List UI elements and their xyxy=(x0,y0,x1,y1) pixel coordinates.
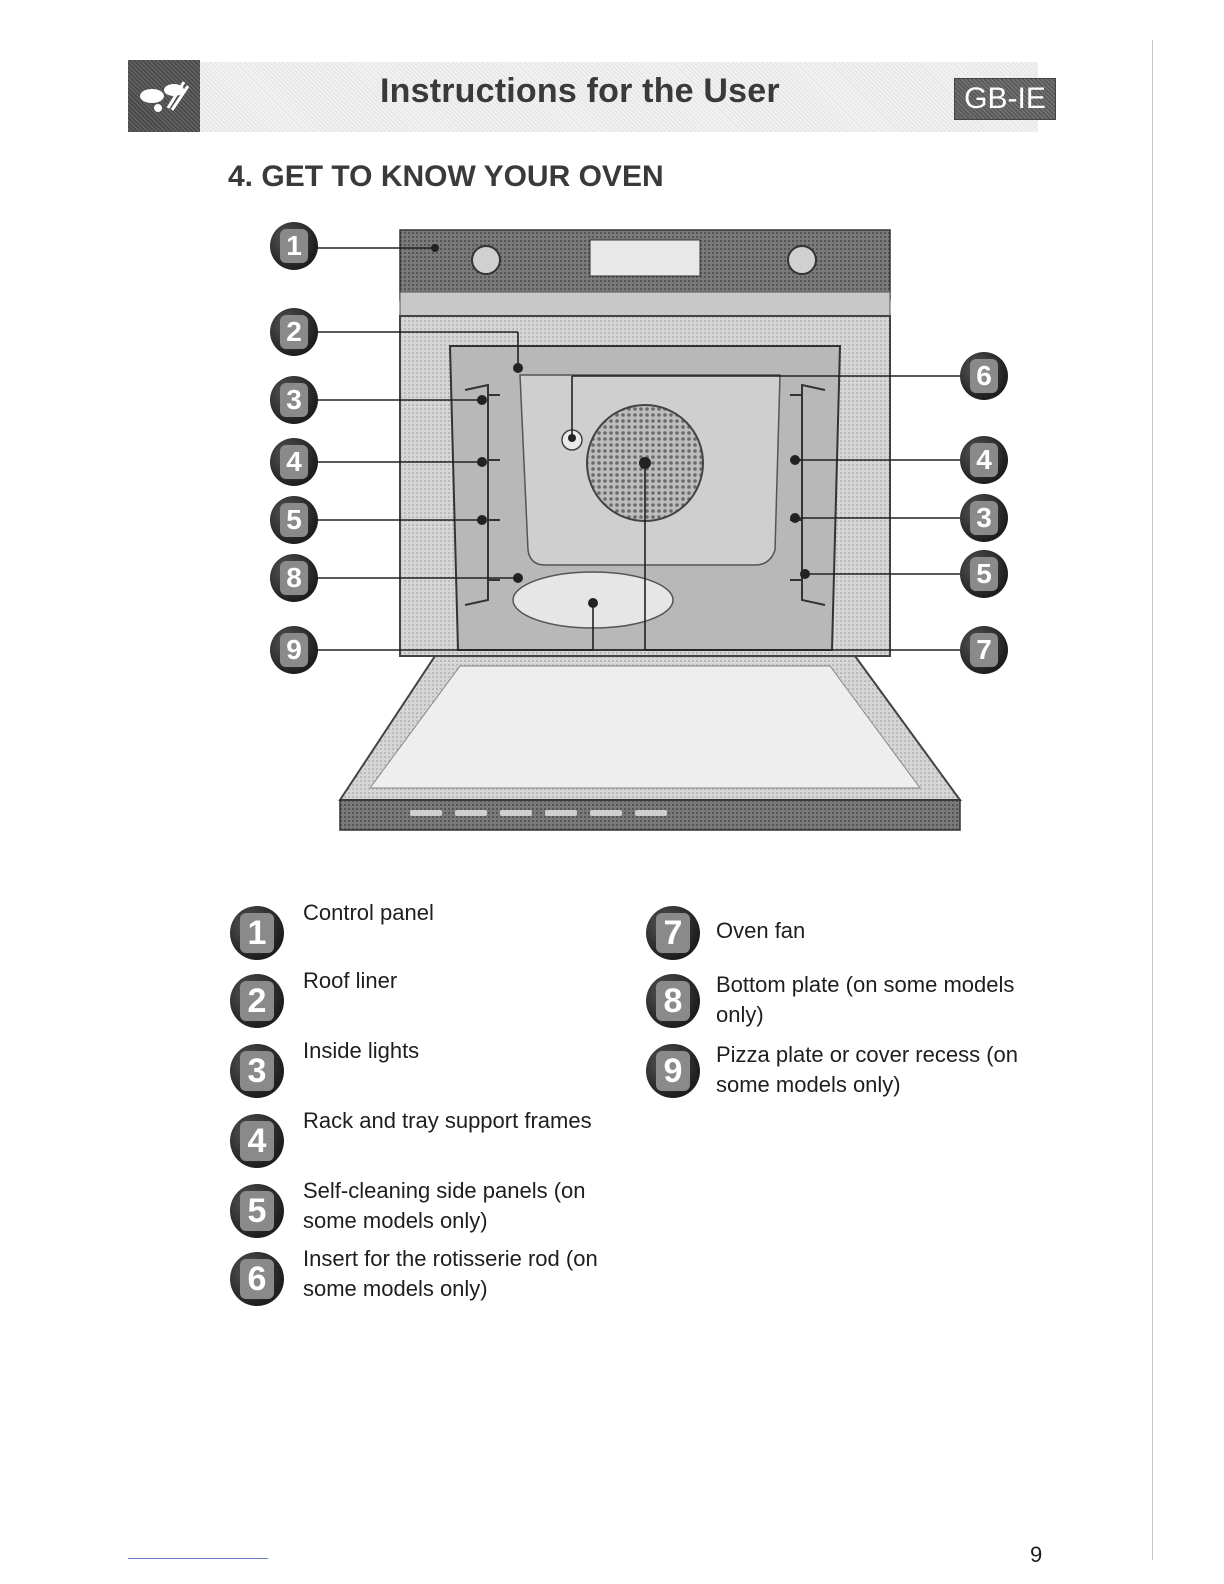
legend-text: Bottom plate (on some models only) xyxy=(716,972,1015,1027)
legend-text: Rack and tray support frames xyxy=(303,1108,592,1133)
section-title: 4. GET TO KNOW YOUR OVEN xyxy=(228,160,664,193)
callout-badge: 1 xyxy=(270,222,318,270)
legend-badge: 8 xyxy=(646,974,700,1028)
header-title: Instructions for the User xyxy=(380,72,780,110)
legend-badge: 1 xyxy=(230,906,284,960)
margin-line xyxy=(1152,40,1153,1560)
footer-rule xyxy=(128,1558,268,1559)
callout-badge: 6 xyxy=(960,352,1008,400)
brand-logo-icon xyxy=(128,60,200,132)
legend-badge: 9 xyxy=(646,1044,700,1098)
callout-badge: 2 xyxy=(270,308,318,356)
oven-diagram xyxy=(260,220,1020,870)
callout-badge: 7 xyxy=(960,626,1008,674)
legend-badge: 4 xyxy=(230,1114,284,1168)
callout-badge: 3 xyxy=(270,376,318,424)
callout-badge: 8 xyxy=(270,554,318,602)
callout-badge: 5 xyxy=(960,550,1008,598)
legend-badge: 2 xyxy=(230,974,284,1028)
legend-badge: 5 xyxy=(230,1184,284,1238)
legend-badge: 6 xyxy=(230,1252,284,1306)
callout-badge: 9 xyxy=(270,626,318,674)
legend-text: Roof liner xyxy=(303,968,398,993)
legend-text: Oven fan xyxy=(716,918,806,943)
callout-badge: 5 xyxy=(270,496,318,544)
legend-text: Insert for the rotisserie rod (on some models only) xyxy=(303,1246,598,1301)
legend-text: Control panel xyxy=(303,900,434,925)
legend-text: Self-cleaning side panels (on some models only) xyxy=(303,1178,586,1233)
callout-badge: 3 xyxy=(960,494,1008,542)
legend-badge: 3 xyxy=(230,1044,284,1098)
callout-badge: 4 xyxy=(270,438,318,486)
callout-badge: 4 xyxy=(960,436,1008,484)
page-number: 9 xyxy=(1030,1542,1043,1567)
legend-text: Inside lights xyxy=(303,1038,420,1063)
language-badge: GB-IE xyxy=(954,78,1056,120)
legend-badge: 7 xyxy=(646,906,700,960)
legend-text: Pizza plate or cover recess (on some models only) xyxy=(716,1042,1019,1097)
